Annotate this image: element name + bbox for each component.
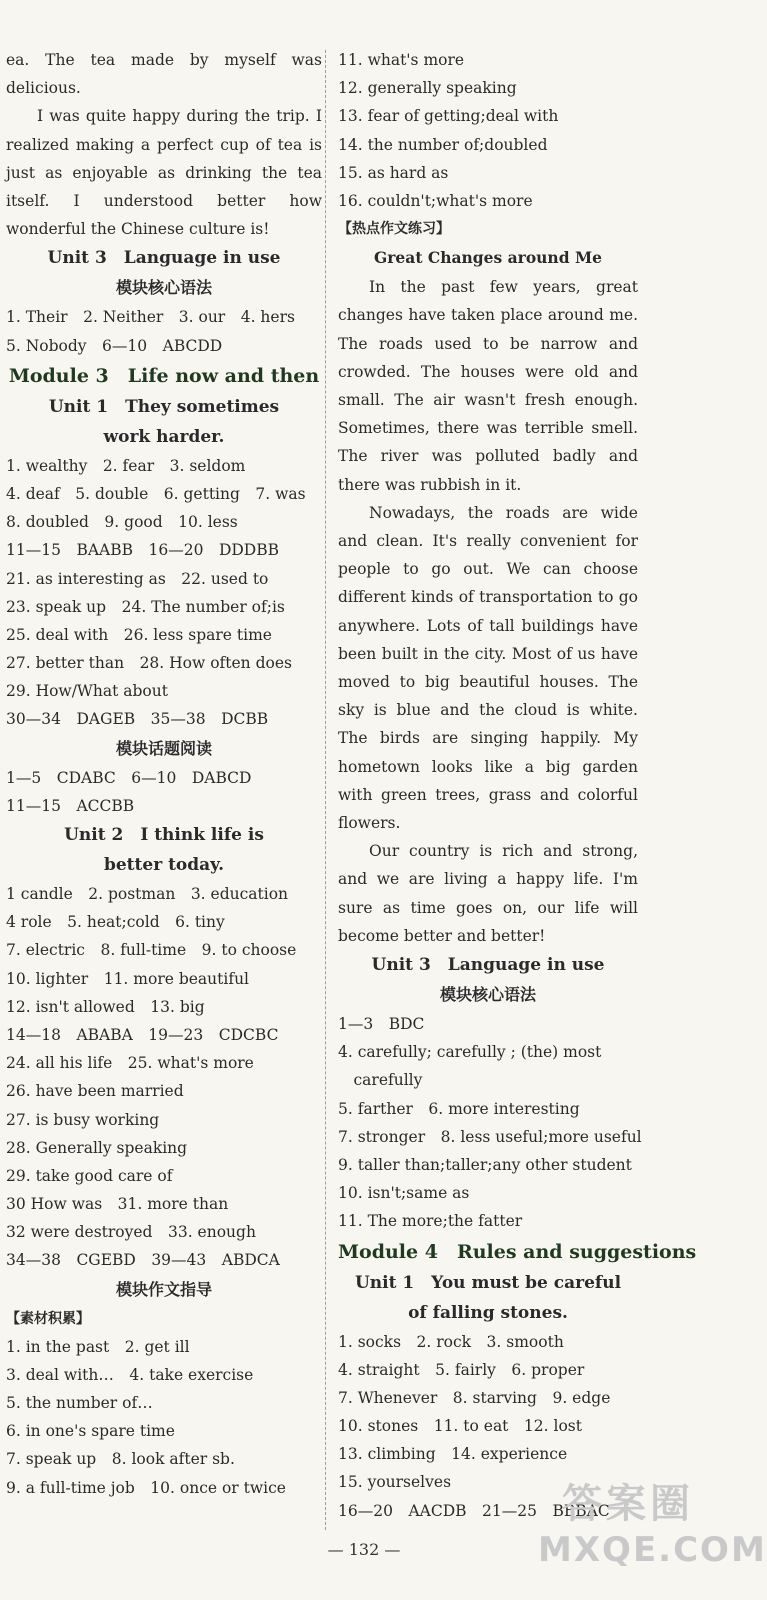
page-number: — 132 —	[327, 1540, 401, 1559]
answer-line: 32 were destroyed 33. enough	[6, 1223, 256, 1242]
answer-line: 13. fear of getting;deal with	[338, 107, 559, 126]
answer-line: 10. stones 11. to eat 12. lost	[338, 1417, 582, 1436]
answer-line: 34—38 CGEBD 39—43 ABDCA	[6, 1251, 280, 1270]
answer-line: 4. deaf 5. double 6. getting 7. was	[6, 484, 306, 503]
answer-line: 9. taller than;taller;any other student	[338, 1155, 632, 1174]
answer-line: 30—34 DAGEB 35—38 DCBB	[6, 710, 269, 729]
answer-line: 16. couldn't;what's more	[338, 191, 533, 210]
answer-line: 8. doubled 9. good 10. less	[6, 513, 238, 532]
answer-line: 7. speak up 8. look after sb.	[6, 1450, 235, 1469]
subsection-heading: 【素材积累】	[6, 1310, 90, 1327]
watermark-text: MXQE.COM	[538, 1530, 767, 1570]
answer-line: 15. as hard as	[338, 163, 449, 182]
answer-line: 24. all his life 25. what's more	[6, 1054, 254, 1073]
unit-title: Unit 3 Language in use	[371, 955, 605, 975]
watermark-logo	[538, 1478, 767, 1588]
paragraph: In the past few years, great changes have taken place around me. The roads used to be narrow and crowded. The houses were old and small. The air wasn't fresh enough. Sometimes, there was terrible smell. The river was polluted badly and there was rubbish in it.	[338, 278, 638, 494]
module-title: Module 4 Rules and suggestions	[338, 1240, 697, 1263]
unit-title: of falling stones.	[408, 1302, 568, 1323]
answer-line: 3. deal with… 4. take exercise	[6, 1365, 254, 1384]
answer-line: 7. Whenever 8. starving 9. edge	[338, 1388, 611, 1407]
answer-line: 12. isn't allowed 13. big	[6, 997, 205, 1016]
unit-title: Unit 1 You must be careful	[354, 1272, 622, 1293]
answer-line: 5. farther 6. more interesting	[338, 1099, 580, 1118]
answer-line: 1 candle 2. postman 3. education	[6, 885, 289, 904]
section-heading: 模块核心语法	[115, 278, 212, 298]
answer-line: 27. is busy working	[6, 1110, 160, 1129]
answer-line: 4. straight 5. fairly 6. proper	[338, 1360, 585, 1379]
answer-line: 11—15 ACCBB	[6, 796, 135, 815]
answer-line: 21. as interesting as 22. used to	[6, 569, 269, 588]
unit-title: Unit 2 I think life is	[64, 825, 264, 846]
answer-line: 5. the number of…	[6, 1394, 153, 1413]
answer-line: 1. in the past 2. get ill	[6, 1337, 190, 1356]
answer-line: 7. electric 8. full-time 9. to choose	[6, 941, 297, 960]
answer-line: 15. yourselves	[338, 1473, 452, 1492]
answer-line: 7. stronger 8. less useful;more useful	[338, 1127, 642, 1146]
section-heading: 模块话题阅读	[115, 738, 212, 758]
answer-line: carefully	[338, 1071, 423, 1090]
answer-line: 14—18 ABABA 19—23 CDCBC	[6, 1025, 279, 1044]
answer-line: 11. what's more	[338, 51, 465, 69]
answer-line: 14. the number of;doubled	[338, 135, 548, 154]
essay-title: Great Changes around Me	[374, 248, 602, 268]
section-heading: 模块作文指导	[115, 1279, 212, 1299]
answer-line: 1—3 BDC	[338, 1015, 425, 1033]
subsection-heading: 【热点作文练习】	[338, 221, 450, 238]
paragraph: I was quite happy during the trip. I realized making a perfect cup of tea is just as enjoyable as drinking the tea itself. I understood better how wonderful the Chinese culture is!	[6, 107, 322, 239]
unit-title: work harder.	[103, 426, 225, 447]
answer-line: 29. take good care of	[6, 1166, 173, 1185]
watermark-text: 答案圈	[562, 1481, 694, 1527]
answer-line: 4 role 5. heat;cold 6. tiny	[6, 913, 225, 932]
paragraph: Our country is rich and strong, and we are living a happy life. I'm sure as time goes on, our life will become better and better!	[338, 842, 638, 945]
paragraph: ea. The tea made by myself was delicious.	[6, 51, 322, 98]
right-column	[338, 46, 697, 1525]
answer-line: 27. better than 28. How often does	[6, 654, 292, 673]
answer-line: 1—5 CDABC 6—10 DABCD	[6, 768, 252, 787]
paragraph: Nowadays, the roads are wide and clean. It's really convenient for people to go out. We can choose different kinds of transportation to go anywhere. Lots of tall buildings have been built in the city. Most of us have moved to big beautiful houses. The sky is blue and the cloud is white. The birds are singing happily. My hometown looks like a big garden with green trees, grass and colorful flowers.	[338, 503, 638, 832]
answer-line: 26. have been married	[6, 1082, 184, 1101]
unit-title: Unit 3 Language in use	[47, 248, 281, 269]
answer-line: 28. Generally speaking	[6, 1138, 188, 1157]
answer-line: 23. speak up 24. The number of;is	[6, 597, 285, 616]
column-divider	[325, 50, 326, 1530]
answer-line: 1. socks 2. rock 3. smooth	[338, 1332, 564, 1351]
answer-line: 12. generally speaking	[338, 79, 517, 98]
answer-line: 10. lighter 11. more beautiful	[6, 969, 250, 988]
answer-line: 16—20 AACDB 21—25 BBBAC	[338, 1501, 610, 1520]
answer-line: 11—15 BAABB 16—20 DDDBB	[6, 541, 280, 560]
answer-line: 6. in one's spare time	[6, 1422, 175, 1441]
answer-line: 9. a full-time job 10. once or twice	[6, 1478, 286, 1497]
unit-title: better today.	[103, 855, 225, 876]
answer-line: 13. climbing 14. experience	[338, 1445, 568, 1464]
answer-line: 5. Nobody 6—10 ABCDD	[6, 336, 223, 355]
answer-line: 29. How/What about	[6, 682, 168, 701]
answer-line: 30 How was 31. more than	[6, 1195, 229, 1214]
essay-continuation	[6, 46, 322, 243]
answer-line: 11. The more;the fatter	[338, 1212, 523, 1231]
section-heading: 模块核心语法	[439, 985, 536, 1004]
answer-line: 25. deal with 26. less spare time	[6, 625, 272, 644]
module-title: Module 3 Life now and then	[8, 364, 320, 387]
answer-line: 4. carefully; carefully ; (the) most	[338, 1043, 602, 1062]
answer-line: 10. isn't;same as	[338, 1184, 470, 1203]
answer-line: 1. wealthy 2. fear 3. seldom	[6, 456, 246, 475]
answer-line: 1. Their 2. Neither 3. our 4. hers	[6, 308, 295, 327]
unit-title: Unit 1 They sometimes	[48, 396, 280, 417]
model-essay	[338, 273, 638, 950]
left-column	[0, 46, 322, 1502]
